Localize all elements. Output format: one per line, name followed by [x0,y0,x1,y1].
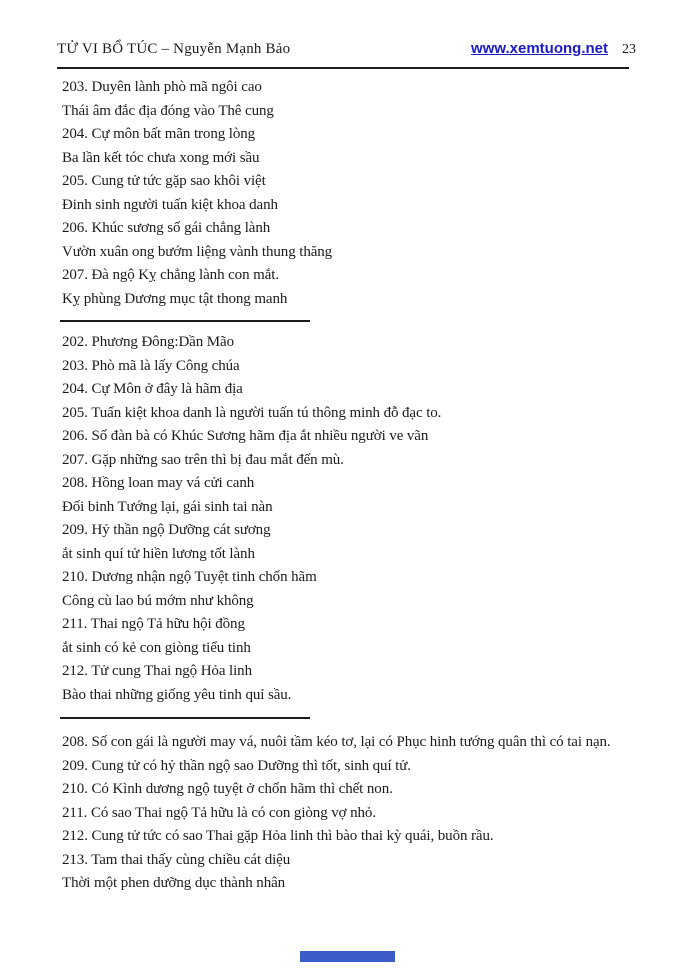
verse-section [62,76,666,311]
text-line: Đối binh Tướng lại, gái sinh tai nàn [62,498,273,515]
text-line: 207. Gặp những sao trên thì bị đau mắt đến mù. [62,451,344,468]
book-title: TỬ VI BỔ TÚC – Nguyễn Mạnh Bảo [57,41,291,57]
text-line: 205. Cung tử tức gặp sao khôi việt [62,173,266,189]
text-line: Vườn xuân ong bướm liệng vành thung thăng [62,243,333,260]
text-line: ắt sinh quí tử hiền lương tốt lành [62,545,255,562]
text-line: 206. Khúc sương số gái chẳng lành [62,220,271,236]
text-line: 209. Hỷ thần ngộ Dưỡng cát sương [62,522,271,538]
text-line: 211. Thai ngộ Tả hữu hội đồng [62,616,245,632]
text-line: 204. Cự môn bất mãn trong lòng [62,126,256,142]
header-rule [57,67,629,69]
section-divider [60,717,310,719]
text-line: 207. Đà ngộ Kỵ chẳng lành con mắt. [62,267,279,283]
website-link[interactable]: www.xemtuong.net [471,40,608,57]
text-line: Kỵ phùng Dương mục tật thong manh [62,290,288,307]
text-line: 212. Tử cung Thai ngộ Hỏa linh [62,663,252,679]
text-line: 208. Số con gái là người may vá, nuôi tầm kéo tơ, lại có Phục hinh tướng quân thì có tai nạn. [62,734,611,750]
section-divider [60,320,310,322]
text-line: 203. Phò mã là lấy Công chúa [62,357,240,374]
text-line: 204. Cự Môn ở đây là hãm địa [62,381,243,397]
text-line: 213. Tam thai thấy cùng chiều cát diệu [62,851,291,868]
text-line: 206. Số đàn bà có Khúc Sương hãm địa ắt nhiều người ve vãn [62,428,429,444]
text-line: 209. Cung tử có hỷ thần ngộ sao Dưỡng thì tốt, sinh quí tử. [62,757,411,774]
text-line: Ba lần kết tóc chưa xong mới sầu [62,149,260,166]
text-line: Bào thai những giống yêu tinh quỉ sầu. [62,686,292,703]
footer-bar [300,951,395,962]
text-line: 208. Hồng loan may vá cửi canh [62,475,255,491]
text-line: 202. Phương Đông:Dần Mão [62,334,234,350]
text-line: Thái âm đắc địa đóng vào Thê cung [62,102,274,119]
text-line: ắt sinh có kẻ con giòng tiểu tinh [62,639,251,656]
text-line: Thời một phen dưỡng dục thành nhân [62,875,286,891]
explanation-section [62,731,666,896]
text-line: Công cù lao bú mớm như không [62,592,254,609]
notes-section [62,331,666,707]
text-line: 203. Duyên lành phò mã ngôi cao [62,79,262,95]
text-line: 210. Dương nhận ngộ Tuyệt tinh chốn hãm [62,569,317,585]
text-line: Đinh sinh người tuấn kiệt khoa danh [62,196,278,213]
text-line: 210. Có Kình dương ngộ tuyệt ở chốn hãm thì chết non. [62,781,393,797]
text-line: 211. Có sao Thai ngộ Tả hữu là có con giòng vợ nhỏ. [62,804,376,821]
text-line: 205. Tuấn kiệt khoa danh là người tuấn tú thông minh đỗ đạc to. [62,404,442,421]
page-number: 23 [622,42,636,57]
page-header [57,40,636,58]
text-line: 212. Cung tử tức có sao Thai gặp Hỏa linh thì bào thai kỳ quái, buồn rầu. [62,828,494,844]
